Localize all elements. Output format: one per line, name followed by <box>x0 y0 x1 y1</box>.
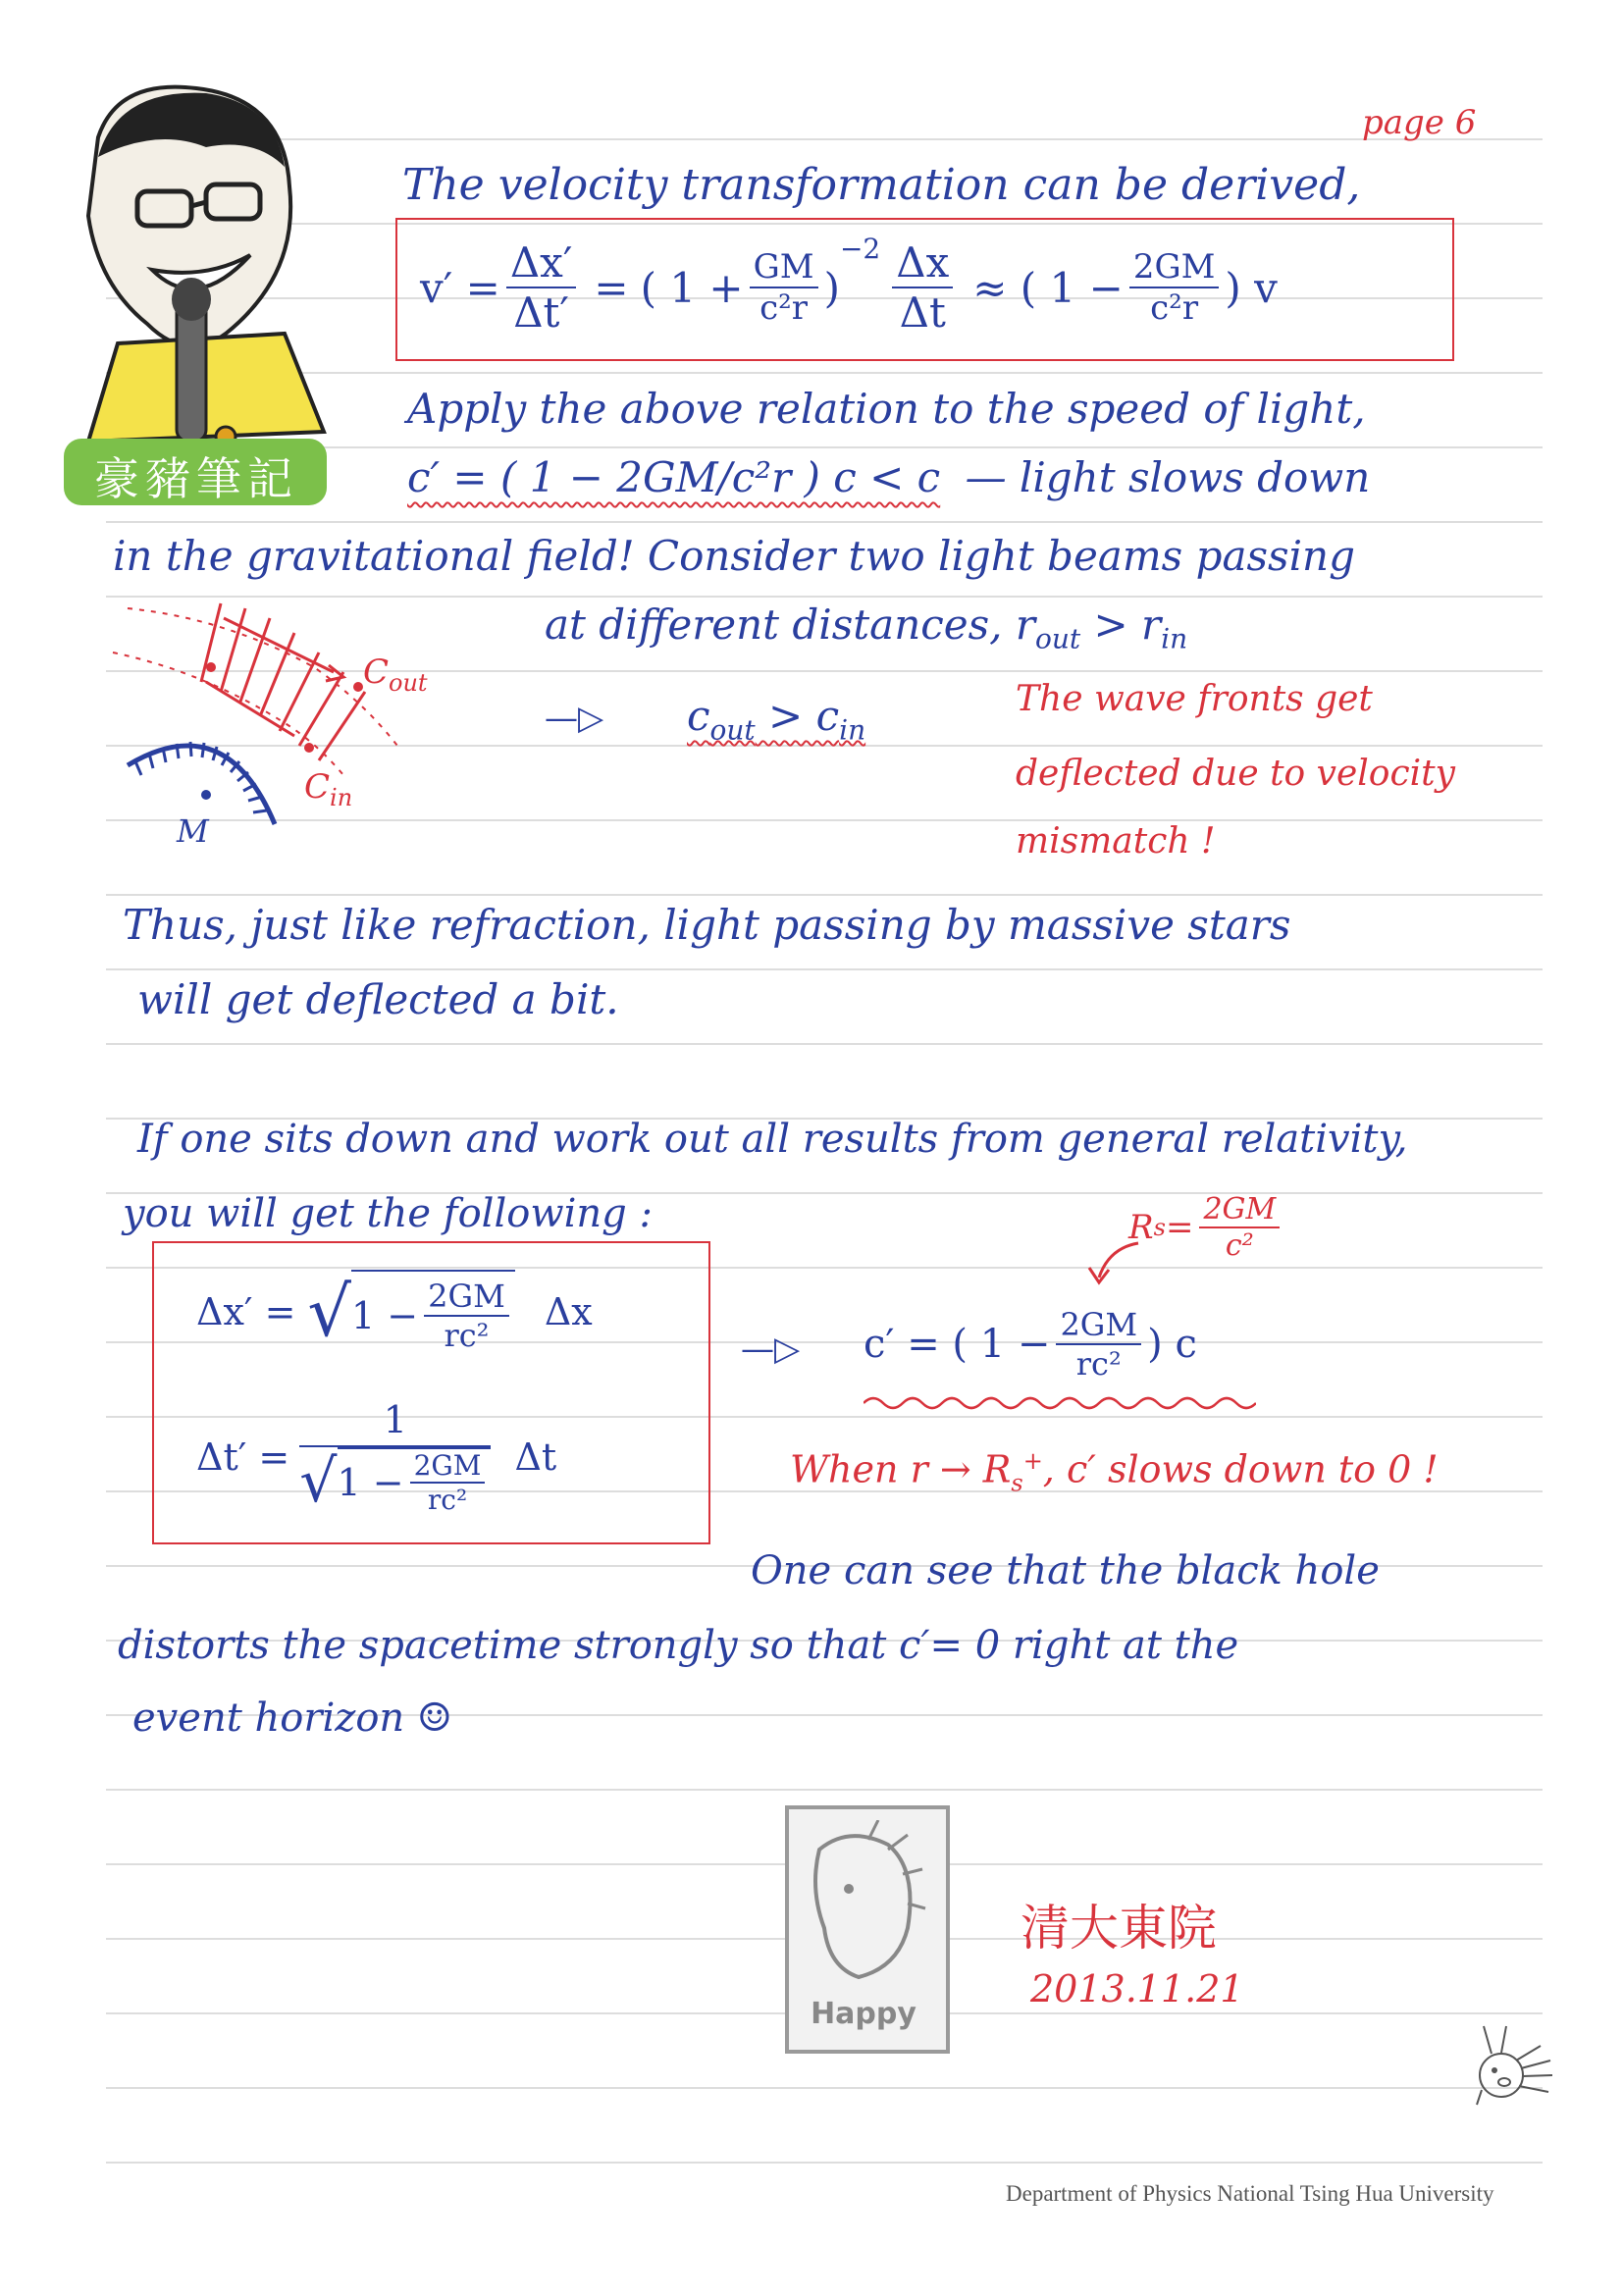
eq1-approx: ≈ ( 1 − <box>972 263 1124 312</box>
r-in-subscript: in <box>1161 622 1188 655</box>
text-line-following: you will get the following : <box>123 1191 653 1236</box>
c-in-sub: in <box>839 713 866 747</box>
text-line-sits-down: If one sits down and work out all results from general relativity, <box>137 1117 1408 1162</box>
text-line-deflected-bit: will get deflected a bit. <box>137 975 619 1023</box>
when-rest: , c′ slows down to 0 ! <box>1042 1447 1439 1491</box>
dx-prime-lhs: Δx′ = <box>196 1290 296 1333</box>
eq1-frac-gm-num: GM <box>750 247 818 288</box>
eq1-frac-gm <box>750 247 818 328</box>
dt-frac-one: 1 <box>299 1398 491 1447</box>
figure-c-out-sub: out <box>389 668 428 697</box>
formula-c-prime-slow: c′ = ( 1 − 2GM/c²r ) c < c <box>407 453 941 501</box>
arrow-1: —▷ <box>545 699 604 738</box>
dt-frac-num: 2GM <box>410 1449 486 1484</box>
rs-eq: = <box>1165 1208 1194 1247</box>
when-rs-sub: s <box>1011 1469 1023 1497</box>
c-out-letter: c <box>687 692 710 740</box>
figure-c-in-letter: C <box>304 767 331 807</box>
note-mismatch: mismatch ! <box>1016 821 1216 861</box>
text-line-black-hole: One can see that the black hole <box>751 1548 1380 1593</box>
text-line-refraction: Thus, just like refraction, light passing by massive stars <box>123 901 1291 949</box>
stamp-text: Happy <box>811 1997 916 2031</box>
rs-definition <box>1128 1192 1285 1263</box>
note-wave-fronts: The wave fronts get <box>1016 679 1373 719</box>
eq1-paren-open: ( 1 + <box>640 263 744 312</box>
dx-frac-2gm <box>424 1278 509 1354</box>
dt-one-minus: 1 − <box>337 1461 404 1504</box>
equation-velocity <box>420 234 1278 341</box>
sqrt-sign-dt: √ <box>299 1447 338 1516</box>
sqrt-body-dx <box>351 1270 515 1354</box>
text-line-different-distances <box>545 600 1187 654</box>
rs-pointer-arrow <box>1084 1238 1143 1287</box>
figure-c-in-label <box>304 767 352 811</box>
text-line-distorts-spacetime: distorts the spacetime strongly so that c′= 0 right at the <box>118 1623 1239 1668</box>
c-prime-frac <box>1056 1306 1141 1383</box>
rs-sub: s <box>1153 1214 1166 1241</box>
figure-c-out-label <box>363 652 428 697</box>
text-line-event-horizon: event horizon ☺ <box>132 1696 452 1741</box>
note-deflected: deflected due to velocity <box>1016 754 1455 794</box>
dx-frac-num: 2GM <box>424 1278 509 1317</box>
rs-frac <box>1199 1192 1280 1263</box>
eq1-paren-close: ) <box>823 263 840 312</box>
eq1-frac-prime-num: Δx′ <box>506 238 577 288</box>
dt-end: Δt <box>514 1435 557 1479</box>
porcupine-doodle-icon <box>1462 2021 1555 2110</box>
sqrt-sign-dx: √ <box>307 1272 352 1352</box>
sqrt-body-dt <box>338 1447 492 1516</box>
eq1-frac-2gm-den: c²r <box>1150 288 1199 328</box>
equation-dx-prime <box>196 1258 593 1366</box>
eq1-equals: = <box>594 263 629 312</box>
rs-letter: R <box>1128 1208 1154 1247</box>
dx-one-minus: 1 − <box>351 1294 419 1337</box>
eq1-exponent: −2 <box>839 232 881 265</box>
c-prime-lhs: c′ = ( 1 − <box>864 1322 1051 1367</box>
eq1-frac-prime-den: Δt′ <box>513 288 569 337</box>
when-rs-sup: + <box>1022 1447 1043 1475</box>
notes-badge-text: 豪豬筆記 <box>94 452 298 505</box>
eq1-frac-dx-dt <box>892 238 953 337</box>
distances-gt: > r <box>1080 600 1162 649</box>
note-when-r-to-rs <box>790 1447 1439 1496</box>
distances-text: at different distances, r <box>545 600 1035 649</box>
dt-frac-den <box>299 1447 491 1516</box>
c-out-gt-c-in-underlined <box>687 692 866 747</box>
figure-c-out-letter: C <box>363 652 390 692</box>
c-gt: > c <box>755 692 840 740</box>
page-number: page 6 <box>1362 103 1477 142</box>
figure-c-in-sub: in <box>330 783 353 811</box>
text-line-apply-relation: Apply the above relation to the speed of light, <box>407 385 1366 433</box>
eq1-frac-2gm <box>1129 247 1220 328</box>
mascot-illustration <box>59 78 343 500</box>
dt-frac-2gm <box>410 1449 486 1516</box>
dx-frac-den: rc² <box>444 1317 490 1354</box>
light-slows-text: — light slows down <box>965 453 1371 501</box>
equation-dt-prime <box>196 1388 556 1526</box>
c-prime-frac-num: 2GM <box>1056 1306 1141 1345</box>
text-line-light-slows <box>407 453 1370 501</box>
c-prime-frac-den: rc² <box>1075 1345 1122 1383</box>
porcupine-stamp-icon <box>800 1820 927 1992</box>
eq1-end: ) v <box>1225 263 1278 312</box>
r-out-subscript: out <box>1034 622 1081 655</box>
dt-frac-den-text: rc² <box>427 1484 468 1516</box>
wavefront-diagram <box>108 579 432 873</box>
when-text: When r → R <box>790 1447 1012 1491</box>
eq1-frac-prime <box>506 238 577 337</box>
dt-prime-lhs: Δt′ = <box>196 1435 290 1479</box>
arrow-2: —▷ <box>741 1330 801 1369</box>
text-line-gravitational-field: in the gravitational field! Consider two light beams passing <box>113 532 1355 580</box>
eq1-frac-gm-den: c²r <box>759 288 809 328</box>
c-prime-wavy-underline <box>864 1393 1256 1413</box>
footer-department: Department of Physics National Tsing Hua University <box>1006 2181 1494 2206</box>
eq1-frac-dt-den: Δt <box>899 288 946 337</box>
signature-name: 清大東院 <box>1021 1900 1217 1957</box>
equation-c-prime <box>864 1290 1197 1398</box>
dt-big-frac <box>299 1398 491 1516</box>
rs-frac-den: c² <box>1225 1228 1254 1263</box>
c-out-gt-c-in <box>687 692 865 746</box>
signature-date: 2013.11.21 <box>1030 1967 1244 2010</box>
text-line-velocity-transformation: The velocity transformation can be derived, <box>402 160 1361 210</box>
rs-frac-num: 2GM <box>1199 1192 1280 1228</box>
c-prime-end: ) c <box>1147 1322 1197 1367</box>
c-out-sub: out <box>709 713 756 747</box>
dx-end: Δx <box>544 1290 593 1333</box>
eq1-frac-dx-num: Δx <box>892 238 953 288</box>
eq1-frac-2gm-num: 2GM <box>1129 247 1220 288</box>
eq1-lhs: v′ = <box>420 263 500 312</box>
figure-mass-label: M <box>177 812 209 850</box>
